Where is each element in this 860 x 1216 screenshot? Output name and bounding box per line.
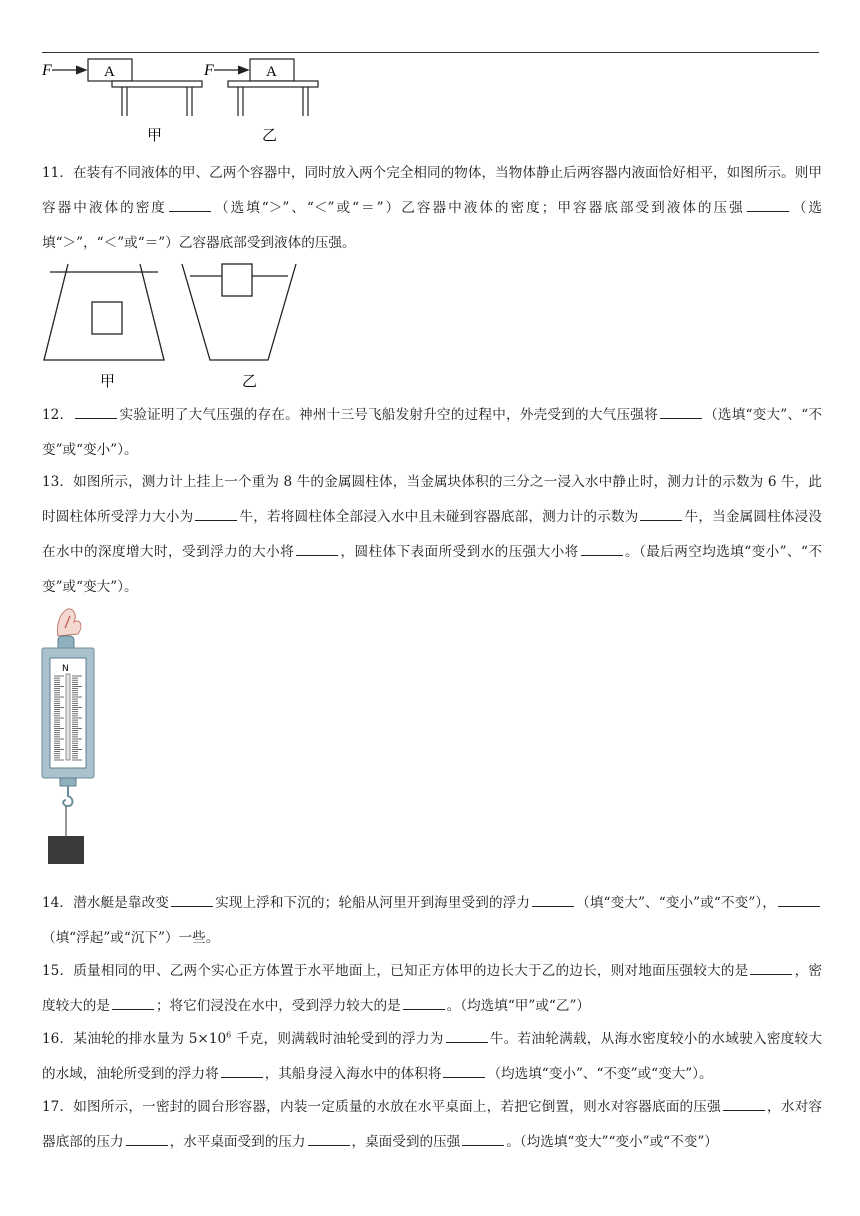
containers-figure — [40, 262, 310, 392]
q11-blank-1[interactable] — [169, 197, 211, 212]
q16-text-5: （均选填“变小”、“不变”或“变大”）。 — [487, 1066, 713, 1082]
q16-blank-1[interactable] — [446, 1028, 488, 1043]
q13-number: 13． — [42, 474, 74, 490]
question-13 — [42, 465, 822, 605]
force-label-a: F — [42, 62, 52, 79]
q13-text-3: 牛，当金属圆柱体浸没在水中的深度增大时，受到浮力的大小将 — [42, 509, 823, 560]
q12-blank-2[interactable] — [660, 404, 702, 419]
q17-text-5: 。（均选填“变大”“变小”或“不变”） — [506, 1134, 718, 1150]
q17-blank-3[interactable] — [308, 1131, 350, 1146]
caption-jia-2: 甲 — [100, 372, 116, 390]
q14-text-4: （填“浮起”或“沉下”）一些。 — [42, 930, 220, 946]
force-label-b: F — [204, 62, 214, 79]
q16-text-4: ，其船身浸入海水中的体积将 — [264, 1066, 442, 1082]
q11-blank-2[interactable] — [747, 197, 789, 212]
q17-text-3: ，水平桌面受到的压力 — [169, 1134, 306, 1150]
q15-number: 15． — [42, 963, 74, 979]
q13-text-5: 。（最后两空均选填“变小”、“不变”或“变大”）。 — [42, 544, 822, 595]
q15-text-4: 。（均选填“甲”或“乙”） — [446, 998, 590, 1014]
q13-text-4: ，圆柱体下表面所受到水的压强大小将 — [340, 544, 579, 560]
q15-text-3: ；将它们浸没在水中，受到浮力较大的是 — [155, 998, 401, 1014]
q16-text-1: 某油轮的排水量为 5×10 — [73, 1031, 227, 1047]
q17-blank-4[interactable] — [462, 1131, 504, 1146]
q15-text-1: 质量相同的甲、乙两个实心正方体置于水平地面上，已知正方体甲的边长大于乙的边长，则对地面压强较大的是 — [73, 963, 749, 979]
question-11 — [42, 156, 822, 261]
spring-scale-figure — [38, 606, 98, 864]
q12-text-2: （选填“变大”、“不变”或“变小”）。 — [42, 407, 822, 458]
q14-text-1: 潜水艇是靠改变 — [73, 895, 169, 911]
q14-number: 14． — [42, 895, 74, 911]
table-block-figure — [40, 56, 330, 146]
q11-text-2: （选填“＞”、“＜”或“＝”）乙容器中液体的密度；甲容器底部受到液体的压强 — [212, 200, 745, 216]
q16-blank-2[interactable] — [221, 1063, 263, 1078]
q17-text-2: ，水对容器底部的压力 — [42, 1099, 822, 1150]
question-12 — [42, 398, 822, 468]
q17-blank-2[interactable] — [126, 1131, 168, 1146]
question-15 — [42, 954, 822, 1024]
q13-blank-2[interactable] — [640, 506, 682, 521]
question-17 — [42, 1090, 822, 1160]
q14-text-2: 实现上浮和下沉的；轮船从河里开到海里受到的浮力 — [214, 895, 531, 911]
caption-yi-2: 乙 — [242, 372, 258, 390]
scale-unit-label: N — [62, 664, 69, 674]
question-16 — [42, 1022, 822, 1092]
q15-blank-3[interactable] — [403, 995, 445, 1010]
q14-blank-2[interactable] — [532, 892, 574, 907]
q12-text-1: 实验证明了大气压强的存在。神州十三号飞船发射升空的过程中，外壳受到的大气压强将 — [119, 407, 658, 423]
q14-blank-3[interactable] — [778, 892, 820, 907]
block-label-b: A — [266, 64, 277, 80]
q17-text-1: 如图所示，一密封的圆台形容器，内装一定质量的水放在水平桌面上，若把它倒置，则水对容器底面的压强 — [73, 1099, 721, 1115]
q16-blank-3[interactable] — [443, 1063, 485, 1078]
caption-yi: 乙 — [262, 126, 278, 144]
q13-text-1: 如图所示，测力计上挂上一个重为 8 牛的金属圆柱体，当金属块体积的三分之一浸入水中静止时，测力计的示数为 6 牛，此时圆柱体所受浮力大小为 — [42, 474, 822, 525]
q15-text-2: ，密度较大的是 — [42, 963, 822, 1014]
question-14 — [42, 886, 822, 956]
q14-text-3: （填“变大”、“变小”或“不变”）， — [576, 895, 776, 911]
q17-number: 17． — [42, 1099, 74, 1115]
q11-number: 11． — [42, 165, 73, 181]
caption-jia: 甲 — [147, 126, 163, 144]
q16-text-3: 牛。若油轮满载，从海水密度较小的水域驶入密度较大的水域，油轮所受到的浮力将 — [42, 1031, 822, 1082]
q17-text-4: ，桌面受到的压强 — [351, 1134, 461, 1150]
header-rule — [42, 52, 819, 53]
q16-exponent: 6 — [226, 1030, 232, 1040]
q13-blank-4[interactable] — [581, 541, 623, 556]
q12-number: 12． — [42, 407, 74, 423]
q14-blank-1[interactable] — [171, 892, 213, 907]
q16-number: 16． — [42, 1031, 74, 1047]
q11-text-3: （选填“＞”，“＜”或“＝”）乙容器底部受到液体的压强。 — [42, 200, 823, 251]
q12-blank-1[interactable] — [75, 404, 117, 419]
q16-text-2: 千克，则满载时油轮受到的浮力为 — [231, 1031, 444, 1047]
block-label-a: A — [104, 64, 115, 80]
q15-blank-2[interactable] — [112, 995, 154, 1010]
q15-blank-1[interactable] — [750, 960, 792, 975]
q13-blank-3[interactable] — [296, 541, 338, 556]
q17-blank-1[interactable] — [723, 1096, 765, 1111]
q13-blank-1[interactable] — [195, 506, 237, 521]
q13-text-2: 牛，若将圆柱体全部浸入水中且未碰到容器底部，测力计的示数为 — [239, 509, 639, 525]
q11-text-1: 在装有不同液体的甲、乙两个容器中，同时放入两个完全相同的物体，当物体静止后两容器内液面恰好相平，如图所示。则甲容器中液体的密度 — [42, 165, 822, 216]
